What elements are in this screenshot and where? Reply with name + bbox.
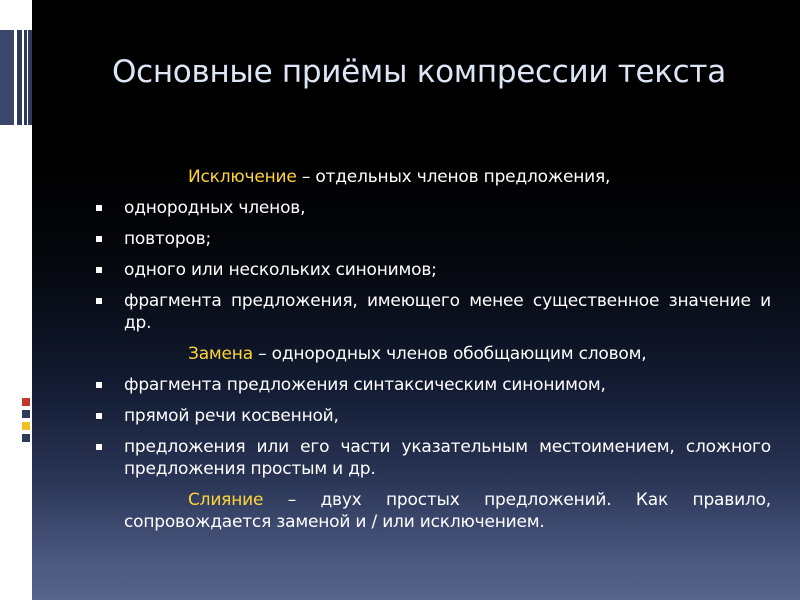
section-intro xyxy=(124,489,771,533)
section-intro xyxy=(124,343,771,365)
decorative-stripe xyxy=(24,30,27,125)
bullet-square-icon xyxy=(96,236,102,242)
section-keyword: Исключение xyxy=(188,167,297,187)
list-item-text: повторов; xyxy=(124,229,211,249)
list-item xyxy=(96,290,771,334)
section-lead: – отдельных членов предложения, xyxy=(296,167,611,187)
list-item-text: одного или нескольких синонимов; xyxy=(124,260,437,280)
decorative-square-yellow xyxy=(22,422,30,430)
section-lead: – двух простых предложений. Как правило, сопровождается заменой и / или исключением. xyxy=(124,490,771,532)
list-item-text: фрагмента предложения синтаксическим синонимом, xyxy=(124,375,606,395)
section-lead: – однородных членов обобщающим словом, xyxy=(252,344,647,364)
list-item xyxy=(96,259,771,281)
list-item xyxy=(96,405,771,427)
bullet-square-icon xyxy=(96,298,102,304)
list-item xyxy=(96,436,771,480)
list-item xyxy=(96,197,771,219)
list-item-text: фрагмента предложения, имеющего менее существенное значение и др. xyxy=(124,291,771,333)
bullet-square-icon xyxy=(96,382,102,388)
decorative-square-blue xyxy=(22,434,30,442)
decorative-stripe xyxy=(28,30,32,125)
list-item xyxy=(96,228,771,250)
decorative-square-red xyxy=(22,398,30,406)
bullet-square-icon xyxy=(96,205,102,211)
list-item-text: предложения или его части указательным местоимением, сложного предложения простым и др. xyxy=(124,437,771,479)
decorative-stripe xyxy=(0,30,14,125)
list-item-text: прямой речи косвенной, xyxy=(124,406,339,426)
left-decorative-band xyxy=(0,0,32,600)
bullet-square-icon xyxy=(96,444,102,450)
section-keyword: Слияние xyxy=(188,490,264,510)
section-intro xyxy=(124,166,771,188)
bullet-square-icon xyxy=(96,413,102,419)
slide-title: Основные приёмы компрессии текста xyxy=(112,54,726,90)
list-item xyxy=(96,374,771,396)
list-item-text: однородных членов, xyxy=(124,198,306,218)
section-keyword: Замена xyxy=(188,344,253,364)
decorative-square-blue xyxy=(22,410,30,418)
decorative-stripe xyxy=(17,30,22,125)
bullet-square-icon xyxy=(96,267,102,273)
slide-body xyxy=(96,166,771,542)
